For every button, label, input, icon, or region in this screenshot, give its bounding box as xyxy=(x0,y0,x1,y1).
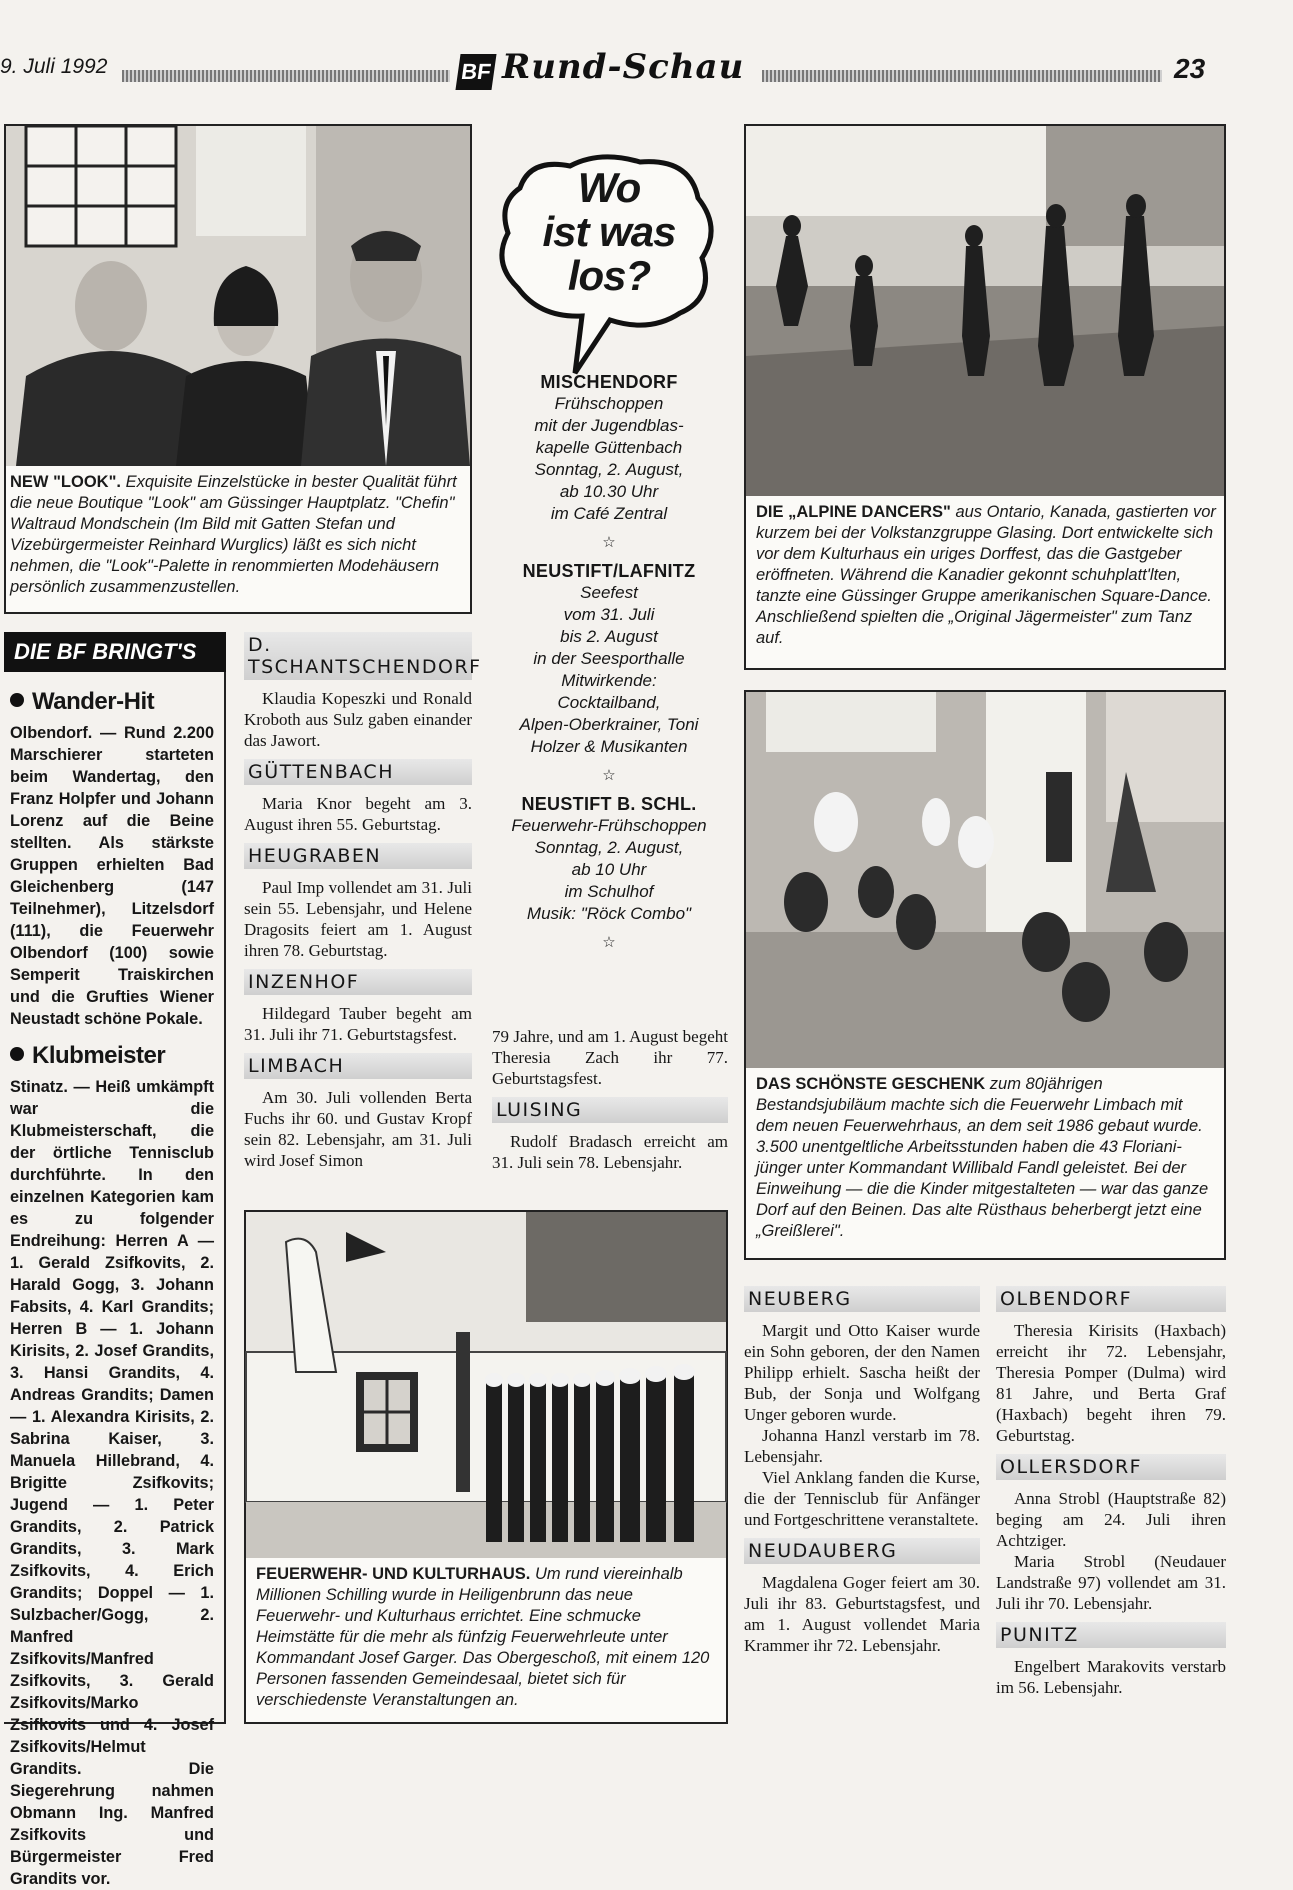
bubble-line-3: los? xyxy=(567,252,651,299)
notice-text xyxy=(244,877,472,961)
bf-logo: BF xyxy=(455,54,496,90)
town-heading: HEUGRABEN xyxy=(244,843,472,869)
town-heading: LUISING xyxy=(492,1097,728,1123)
notice-text xyxy=(244,793,472,835)
notice-paragraph: Paul Imp vollendet am 31. Juli sein 55. Lebensjahr, und Helene Dragosits feiert am 1. August ihren 78. Geburtstag. xyxy=(244,878,472,960)
notice-luising xyxy=(492,1097,728,1173)
kulturhaus-article xyxy=(244,1210,728,1724)
notice-text xyxy=(244,1087,472,1171)
wo-ist-was-los-bubble xyxy=(490,148,728,378)
event-place: NEUSTIFT/LAFNITZ xyxy=(522,561,696,581)
gift-text: zum 80jährigen Bestandsjubiläum machte sich die Feuerwehr Limbach mit dem neuen Feuerwehrhaus, an dem seit 1986 gebaut wurde. 3.500 unentgeltliche Arbeitsstunden haben die 43 Floriani-jünger unter Kommandant Willibald Fandl geleistet. Bei der Einweihung — die die Kinder mitgestalteten — war das ganze Dorf auf den Beinen. Das alte Rüsthaus beherbergt jetzt eine „Greißlerei". xyxy=(756,1075,1209,1240)
notice-paragraph: Anna Strobl (Hauptstraße 82) beging am 24. Juli ihren Achtziger. xyxy=(996,1489,1226,1550)
dancers-text: aus Ontario, Kanada, gastierten vor kurzem bei der Volkstanzgruppe Glasing. Dort entwickelte sich vor dem Kulturhaus ein uriges Dorffest, das die Gastgeber eröffneten. Während die Kanadier gekonnt schuhplatt'lten, tanzte eine Güssinger Gruppe amerikanischen Square-Dance. Anschließend spielten die „Original Jägermeister" zum Tanz auf. xyxy=(756,503,1216,647)
dancers-headline: DIE „ALPINE DANCERS" xyxy=(756,503,951,521)
event-line: ab 10 Uhr xyxy=(571,860,647,879)
notice-neudauberg xyxy=(744,1538,980,1656)
klubmeister-title: Klubmeister xyxy=(32,1042,166,1069)
event-line: Mitwirkende: xyxy=(561,671,657,690)
issue-date: 9. Juli 1992 xyxy=(0,55,108,78)
kulturhaus-text: Um rund viereinhalb Millionen Schilling wurde in Heiligenbrunn das neue Feuerwehr- und Kulturhaus errichtet. Eine schmucke Heimstätte für die mehr als fünfzig Feuerwehrleute unter Kommandant Josef Garger. Das Obergeschoß, mit einem 120 Personen fassenden Gemeindesaal, bietet sich für verschiedenste Veranstaltungen an. xyxy=(256,1565,710,1709)
star-icon: ☆ xyxy=(602,934,616,951)
notice-paragraph: Margit und Otto Kaiser wurde ein Sohn geboren, der den Namen Philipp erhielt. Sascha heißt der Bub, der Sonja und Wolfgang Unger geboren wurde. xyxy=(744,1321,980,1424)
notice-ollersdorf xyxy=(996,1454,1226,1614)
event-listing xyxy=(486,362,732,953)
bubble-line-2: ist was xyxy=(542,208,676,255)
notices-column-3 xyxy=(492,1026,728,1173)
notice-paragraph: Magdalena Goger feiert am 30. Juli ihr 83. Geburtstagsfest, und am 1. August vollendet Maria Krammer ihr 72. Lebensjahr. xyxy=(744,1573,980,1655)
notice-text xyxy=(996,1656,1226,1698)
star-icon: ☆ xyxy=(602,767,616,784)
dancers-article xyxy=(744,124,1226,670)
notice-inzenhof xyxy=(244,969,472,1045)
event-line: Alpen-Oberkrainer, Toni xyxy=(519,715,699,734)
notice-paragraph: Johanna Hanzl verstarb im 78. Lebensjahr. xyxy=(744,1426,980,1466)
notice-text xyxy=(744,1320,980,1530)
event-mischendorf xyxy=(486,372,732,525)
notices-column-2 xyxy=(244,632,482,1171)
town-heading: NEUBERG xyxy=(744,1286,980,1312)
town-heading: NEUDAUBERG xyxy=(744,1538,980,1564)
klubmeister-heading xyxy=(10,1042,214,1070)
bullet-icon xyxy=(10,1047,24,1061)
notice-text xyxy=(244,1003,472,1045)
look-headline: NEW "LOOK". xyxy=(10,473,121,491)
page-number: 23 xyxy=(1174,53,1206,84)
gift-article xyxy=(744,690,1226,1260)
town-heading: OLBENDORF xyxy=(996,1286,1226,1312)
look-caption xyxy=(10,472,466,598)
event-line: bis 2. August xyxy=(560,627,658,646)
wander-hit-title: Wander-Hit xyxy=(32,688,155,715)
event-line: Cocktailband, xyxy=(557,693,661,712)
notice-paragraph: 79 Jahre, und am 1. August begeht Theresia Zach ihr 77. Geburtstagsfest. xyxy=(492,1027,728,1088)
event-line: kapelle Güttenbach xyxy=(535,438,683,457)
event-line: Frühschoppen xyxy=(554,394,664,413)
gift-headline: DAS SCHÖNSTE GESCHENK xyxy=(756,1075,986,1093)
dancers-caption xyxy=(756,502,1216,649)
notice-paragraph: Viel Anklang fanden die Kurse, die der Tennisclub für Anfänger und Fortgeschrittene veranstaltete. xyxy=(744,1468,980,1529)
boutique-photo xyxy=(6,126,470,466)
notice-paragraph: Klaudia Kopeszki und Ronald Kroboth aus Sulz gaben einander das Jawort. xyxy=(244,689,472,750)
header-rule-left xyxy=(122,70,450,82)
event-line: vom 31. Juli xyxy=(563,605,655,624)
notice-text xyxy=(744,1572,980,1656)
notice-paragraph: Theresia Kirisits (Haxbach) erreicht ihr 72. Lebensjahr, Theresia Pomper (Dulma) wird 81 Jahre, und Berta Graf (Haxbach) begeht ihren 79. Geburtstag. xyxy=(996,1321,1226,1445)
event-line: Sonntag, 2. August, xyxy=(534,460,684,479)
event-neustift-lafnitz xyxy=(486,561,732,758)
notice-text xyxy=(996,1488,1226,1614)
wander-hit-text: Olbendorf. — Rund 2.200 Marschierer starteten beim Wandertag, den Franz Holpfer und Johann Lorenz auf die Beine stellten. Als stärkste Gruppen erhielten Bad Gleichenberg (147 Teilnehmer), Litzelsdorf (111), die Feuerwehr Olbendorf (100) sowie Semperit Traiskirchen und die Grufties Wiener Neustadt schöne Pokale. xyxy=(10,724,214,1028)
notice-neuberg xyxy=(744,1286,980,1530)
notices-column-5 xyxy=(996,1286,1226,1698)
event-line: Seefest xyxy=(580,583,638,602)
event-line: Musik: "Röck Combo" xyxy=(526,904,692,923)
notice-paragraph: Maria Strobl (Neudauer Landstraße 97) vollendet am 31. Juli ihr 70. Lebensjahr. xyxy=(996,1552,1226,1613)
bubble-text xyxy=(490,166,728,298)
event-line: im Schulhof xyxy=(564,882,654,901)
bullet-icon xyxy=(10,693,24,707)
bf-bringts-column xyxy=(4,672,226,1888)
notice-paragraph: Am 30. Juli vollenden Berta Fuchs ihr 60. und Gustav Kropf sein 82. Lebensjahr, am 31. Juli wird Josef Simon xyxy=(244,1088,472,1170)
dancers-photo xyxy=(746,126,1224,496)
event-line: ab 10.30 Uhr xyxy=(559,482,659,501)
bf-bringts-heading: DIE BF BRINGT'S xyxy=(4,632,226,672)
notice-paragraph: Maria Knor begeht am 3. August ihren 55. Geburtstag. xyxy=(244,794,472,834)
notice-text xyxy=(996,1320,1226,1446)
notice-paragraph: Hildegard Tauber begeht am 31. Juli ihr 71. Geburtstagsfest. xyxy=(244,1004,472,1044)
notice-text xyxy=(244,688,472,751)
event-line: Sonntag, 2. August, xyxy=(534,838,684,857)
gift-caption xyxy=(756,1074,1216,1242)
klubmeister-text: Stinatz. — Heiß umkämpft war die Klubmeisterschaft, die der örtliche Tennisclub durchführte. In den einzelnen Kategorien kam es zu folgender Endreihung: Herren A — 1. Gerald Zsifkovits, 2. Harald Gogg, 3. Johann Fabsits, 4. Karl Grandits; Herren B — 1. Johann Kirisits, 2. Josef Grandits, 3. Hansi Grandits, 4. Andreas Grandits; Damen — 1. Alexandra Kirisits, 2. Sabrina Kaiser, 3. Manuela Hillebrand, 4. Brigitte Zsifkovits; Jugend — 1. Peter Grandits, 2. Patrick Grandits, 3. Mark Zsifkovits, 4. Erich Grandits; Doppel — 1. Sulzbacher/Gogg, 2. Manfred Zsifkovits/Manfred Zsifkovits, 3. Gerald Zsifkovits/Marko Zsifkovits und 4. Josef Zsifkovits/Helmut Grandits. Die Siegerehrung nahmen Obmann Ing. Manfred Zsifkovits und Bürgermeister Fred Grandits vor. xyxy=(10,1078,214,1888)
event-line: Feuerwehr-Frühschoppen xyxy=(511,816,707,835)
notice-tschantschendorf xyxy=(244,632,482,751)
town-heading: OLLERSDORF xyxy=(996,1454,1226,1480)
look-article xyxy=(4,124,472,614)
star-icon: ☆ xyxy=(602,534,616,551)
event-place: NEUSTIFT B. SCHL. xyxy=(521,794,697,814)
kulturhaus-photo xyxy=(246,1212,726,1558)
town-heading: LIMBACH xyxy=(244,1053,472,1079)
bubble-line-1: Wo xyxy=(577,164,641,211)
notice-guettenbach xyxy=(244,759,472,835)
fire-station-photo xyxy=(746,692,1224,1068)
notice-punitz xyxy=(996,1622,1226,1698)
kulturhaus-caption xyxy=(256,1564,718,1711)
notice-olbendorf xyxy=(996,1286,1226,1446)
wander-hit-heading xyxy=(10,688,214,716)
event-line: im Café Zentral xyxy=(550,504,668,523)
notice-heugraben xyxy=(244,843,472,961)
town-heading: PUNITZ xyxy=(996,1622,1226,1648)
event-line: in der Seesporthalle xyxy=(533,649,685,668)
event-line: mit der Jugendblas- xyxy=(534,416,684,435)
town-heading: GÜTTENBACH xyxy=(244,759,472,785)
town-heading: INZENHOF xyxy=(244,969,472,995)
event-line: Holzer & Musikanten xyxy=(530,737,688,756)
notice-paragraph: Rudolf Bradasch erreicht am 31. Juli sein 78. Lebensjahr. xyxy=(492,1132,728,1172)
notice-limbach xyxy=(244,1053,472,1171)
notice-text xyxy=(492,1131,728,1173)
town-heading: D. TSCHANTSCHENDORF xyxy=(244,632,472,680)
event-place: MISCHENDORF xyxy=(540,372,678,392)
notices-column-4 xyxy=(744,1286,980,1656)
section-title: Rund-Schau xyxy=(502,47,745,87)
kulturhaus-headline: FEUERWEHR- UND KULTURHAUS. xyxy=(256,1565,531,1583)
event-neustift-schl xyxy=(486,794,732,925)
look-text: Exquisite Einzelstücke in bester Qualität führt die neue Boutique "Look" am Güssinger Hauptplatz. "Chefin" Waltraud Mondschein (Im Bild mit Gatten Stefan und Vizebürgermeister Reinhard Wurglics) läßt es sich nicht nehmen, die "Look"-Palette in renommierten Modehäusern persönlich zusammenzustellen. xyxy=(10,473,457,596)
header-rule-right xyxy=(762,70,1162,82)
notice-paragraph: Engelbert Marakovits verstarb im 56. Lebensjahr. xyxy=(996,1657,1226,1697)
notice-continuation xyxy=(492,1026,728,1089)
